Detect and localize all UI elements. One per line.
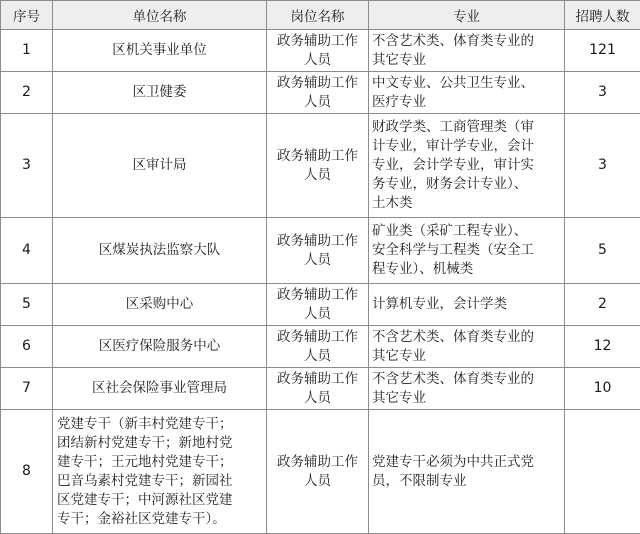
position-cell: [267, 410, 369, 534]
major-cell-line: 计专业，审计学专业，会计: [372, 137, 561, 156]
header-count: 招聘人数: [565, 1, 640, 30]
header-row: [1, 1, 640, 30]
dept-cell: [53, 410, 267, 534]
dept-cell-line: 区社会保险事业管理局: [56, 379, 263, 398]
position-cell: [267, 326, 369, 368]
table-row: [1, 218, 640, 284]
row-index: 1: [1, 30, 53, 72]
dept-cell: [53, 218, 267, 284]
position-cell-line: 人员: [270, 472, 365, 491]
count-cell: 3: [565, 114, 640, 218]
position-cell-line: 政务辅助工作: [270, 147, 365, 166]
count-cell: [565, 410, 640, 534]
row-index: 8: [1, 410, 53, 534]
major-cell-line: 医疗专业: [372, 93, 561, 112]
dept-cell-line: 区采购中心: [56, 295, 263, 314]
header-index: 序号: [1, 1, 53, 30]
major-cell-line: 土木类: [372, 194, 561, 213]
dept-cell-line: 区煤炭执法监察大队: [56, 241, 263, 260]
position-cell-line: 政务辅助工作: [270, 232, 365, 251]
major-cell-line: 员，不限制专业: [372, 472, 561, 491]
position-cell-line: 人员: [270, 93, 365, 112]
dept-cell: [53, 72, 267, 114]
position-cell-line: 政务辅助工作: [270, 32, 365, 51]
dept-cell: [53, 368, 267, 410]
major-cell-line: 程专业）、机械类: [372, 260, 561, 279]
major-cell: [369, 410, 565, 534]
header-position: 岗位名称: [267, 1, 369, 30]
count-cell: 12: [565, 326, 640, 368]
major-cell-line: 中文专业、公共卫生专业、: [372, 74, 561, 93]
position-cell-line: 政务辅助工作: [270, 370, 365, 389]
major-cell-line: 其它专业: [372, 347, 561, 366]
major-cell-line: 党建专干必须为中共正式党: [372, 453, 561, 472]
row-index: 5: [1, 284, 53, 326]
row-index: 6: [1, 326, 53, 368]
position-cell-line: 政务辅助工作: [270, 286, 365, 305]
count-cell: 5: [565, 218, 640, 284]
dept-cell-line: 区医疗保险服务中心: [56, 337, 263, 356]
header-major: 专业: [369, 1, 565, 30]
major-cell-line: 不含艺术类、体育类专业的: [372, 328, 561, 347]
table-row: [1, 410, 640, 534]
row-index: 4: [1, 218, 53, 284]
major-cell-line: 务专业，财务会计专业）、: [372, 175, 561, 194]
dept-cell: [53, 114, 267, 218]
major-cell: [369, 326, 565, 368]
dept-cell-line: 专干；金裕社区党建专干）。: [57, 510, 263, 529]
row-index: 7: [1, 368, 53, 410]
header-dept: 单位名称: [53, 1, 267, 30]
count-cell: 2: [565, 284, 640, 326]
dept-cell-line: 区审计局: [56, 156, 263, 175]
major-cell: [369, 218, 565, 284]
table-body: [1, 30, 640, 534]
dept-cell-line: 团结新村党建专干；新地村党: [57, 434, 263, 453]
table-row: [1, 368, 640, 410]
position-cell-line: 人员: [270, 389, 365, 408]
table-row: [1, 326, 640, 368]
position-cell: [267, 30, 369, 72]
major-cell-line: 专业，会计学专业，审计实: [372, 156, 561, 175]
dept-cell: [53, 326, 267, 368]
position-cell: [267, 114, 369, 218]
major-cell: [369, 30, 565, 72]
position-cell: [267, 368, 369, 410]
major-cell: [369, 72, 565, 114]
dept-cell: [53, 284, 267, 326]
count-cell: 3: [565, 72, 640, 114]
position-cell: [267, 284, 369, 326]
major-cell-line: 计算机专业，会计学类: [372, 295, 561, 314]
row-index: 2: [1, 72, 53, 114]
position-cell-line: 人员: [270, 51, 365, 70]
dept-cell-line: 建专干；王元地村党建专干；: [57, 453, 263, 472]
table-row: [1, 114, 640, 218]
position-cell-line: 人员: [270, 251, 365, 270]
count-cell: 121: [565, 30, 640, 72]
position-cell-line: 政务辅助工作: [270, 453, 365, 472]
position-cell-line: 人员: [270, 347, 365, 366]
table-row: [1, 30, 640, 72]
major-cell-line: 其它专业: [372, 51, 561, 70]
major-cell-line: 安全科学与工程类（安全工: [372, 241, 561, 260]
count-cell: 10: [565, 368, 640, 410]
major-cell-line: 矿业类（采矿工程专业）、: [372, 222, 561, 241]
major-cell: [369, 368, 565, 410]
dept-cell-line: 党建专干（新丰村党建专干；: [57, 415, 263, 434]
major-cell: [369, 114, 565, 218]
major-cell-line: 不含艺术类、体育类专业的: [372, 32, 561, 51]
major-cell-line: 其它专业: [372, 389, 561, 408]
dept-cell-line: 区卫健委: [56, 83, 263, 102]
dept-cell-line: 区党建专干；中河源社区党建: [57, 491, 263, 510]
position-cell-line: 人员: [270, 166, 365, 185]
position-cell: [267, 72, 369, 114]
table-row: [1, 284, 640, 326]
position-cell-line: 政务辅助工作: [270, 328, 365, 347]
row-index: 3: [1, 114, 53, 218]
dept-cell-line: 区机关事业单位: [56, 41, 263, 60]
position-cell-line: 人员: [270, 305, 365, 324]
dept-cell-line: 巴音乌素村党建专干；新园社: [57, 472, 263, 491]
position-cell-line: 政务辅助工作: [270, 74, 365, 93]
table-row: [1, 72, 640, 114]
position-cell: [267, 218, 369, 284]
major-cell-line: 财政学类、工商管理类（审: [372, 118, 561, 137]
dept-cell: [53, 30, 267, 72]
major-cell: [369, 284, 565, 326]
major-cell-line: 不含艺术类、体育类专业的: [372, 370, 561, 389]
